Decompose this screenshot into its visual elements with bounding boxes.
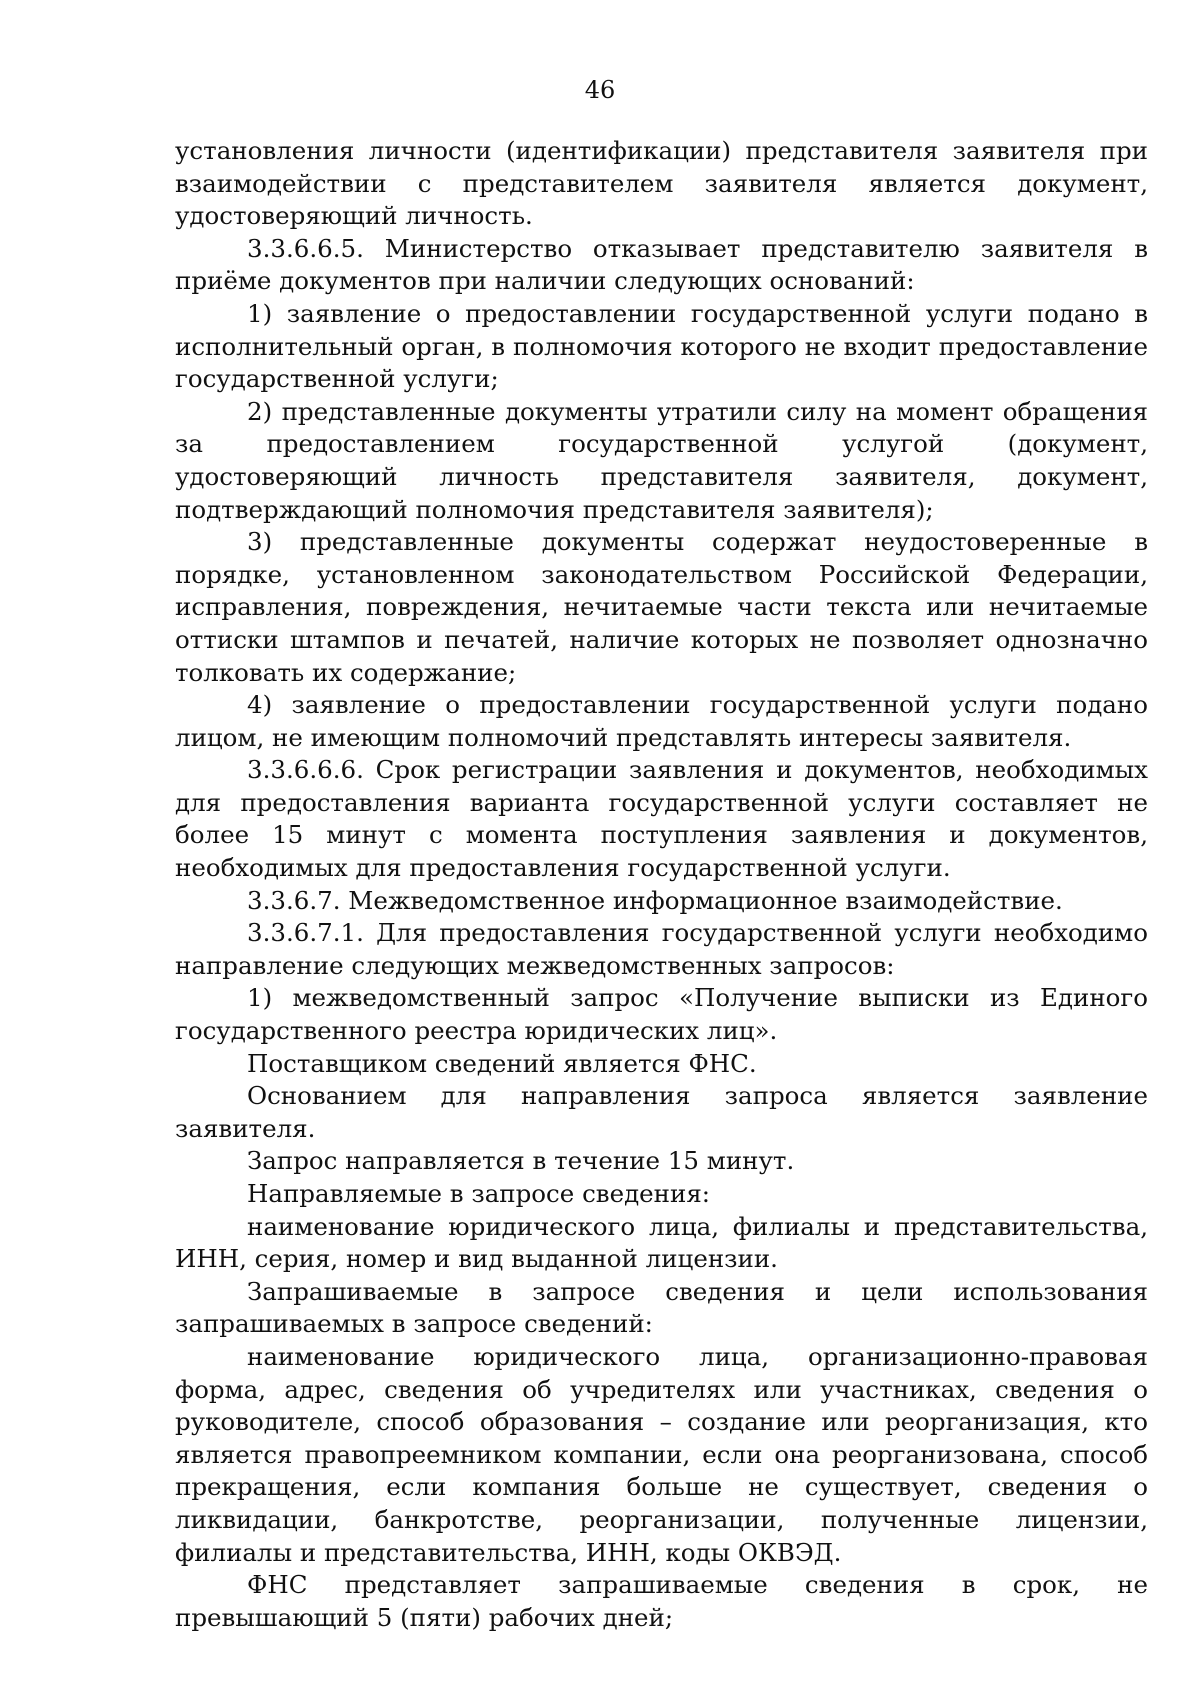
paragraph: 3.3.6.6.5. Министерство отказывает представителю заявителя в приёме документов при наличии следующих оснований: (175, 233, 1148, 296)
paragraph: 3.3.6.7.1. Для предоставления государственной услуги необходимо направление следующих межведомственных запросов: (175, 918, 1148, 980)
paragraph: Направляемые в запросе сведения: (247, 1179, 711, 1208)
paragraph: 3.3.6.7. Межведомственное информационное взаимодействие. (247, 885, 1063, 915)
paragraph: Запрос направляется в течение 15 минут. (247, 1146, 795, 1176)
paragraph: 1) межведомственный запрос «Получение выписки из Единого государственного реестра юридических лиц». (175, 983, 1148, 1046)
paragraph: наименование юридического лица, филиалы и представительства, ИНН, серия, номер и вид выданной лицензии. (175, 1211, 1148, 1274)
paragraph: наименование юридического лица, организационно-правовая форма, адрес, сведения об учредителях или участниках, сведения о руководителе, способ образования – создание или реорганизация, кто является правопреемником компании, если она реорганизована, способ прекращения, если компания больше не существует, сведения о ликвидации, банкротстве, реорганизации, полученные лицензии, филиалы и представительства, ИНН, коды ОКВЭД. (175, 1341, 1148, 1567)
paragraph: ФНС представляет запрашиваемые сведения в срок, не превышающий 5 (пяти) рабочих дней; (175, 1570, 1148, 1632)
paragraph: 1) заявление о предоставлении государственной услуги подано в исполнительный орган, в полномочия которого не входит предоставление государственной услуги; (175, 298, 1148, 394)
paragraph: 2) представленные документы утратили силу на момент обращения за предоставлением государственной услугой (документ, удостоверяющий личность представителя заявителя, документ, подтверждающий полномочия представителя заявителя); (175, 396, 1148, 524)
paragraph: Поставщиком сведений является ФНС. (247, 1048, 757, 1078)
paragraph: 3) представленные документы содержат неудостоверенные в порядке, установленном законодательством Российской Федерации, исправления, повреждения, нечитаемые части текста или нечитаемые оттиски штампов и печатей, наличие которых не позволяет однозначно толковать их содержание; (175, 527, 1148, 687)
document-body (175, 135, 1148, 1634)
paragraph: Запрашиваемые в запросе сведения и цели использования запрашиваемых в запросе сведений: (175, 1276, 1148, 1339)
paragraph: 4) заявление о предоставлении государственной услуги подано лицом, не имеющим полномочий представлять интересы заявителя. (175, 690, 1148, 752)
paragraph: 3.3.6.6.6. Срок регистрации заявления и документов, необходимых для предоставления варианта государственной услуги составляет не более 15 минут с момента поступления заявления и документов, необходимых для предоставления государственной услуги. (175, 755, 1148, 883)
paragraph: Основанием для направления запроса является заявление заявителя. (175, 1081, 1148, 1143)
paragraph: установления личности (идентификации) представителя заявителя при взаимодействии с представителем заявителя является документ, удостоверяющий личность. (175, 136, 1148, 231)
page-number: 46 (584, 76, 616, 104)
